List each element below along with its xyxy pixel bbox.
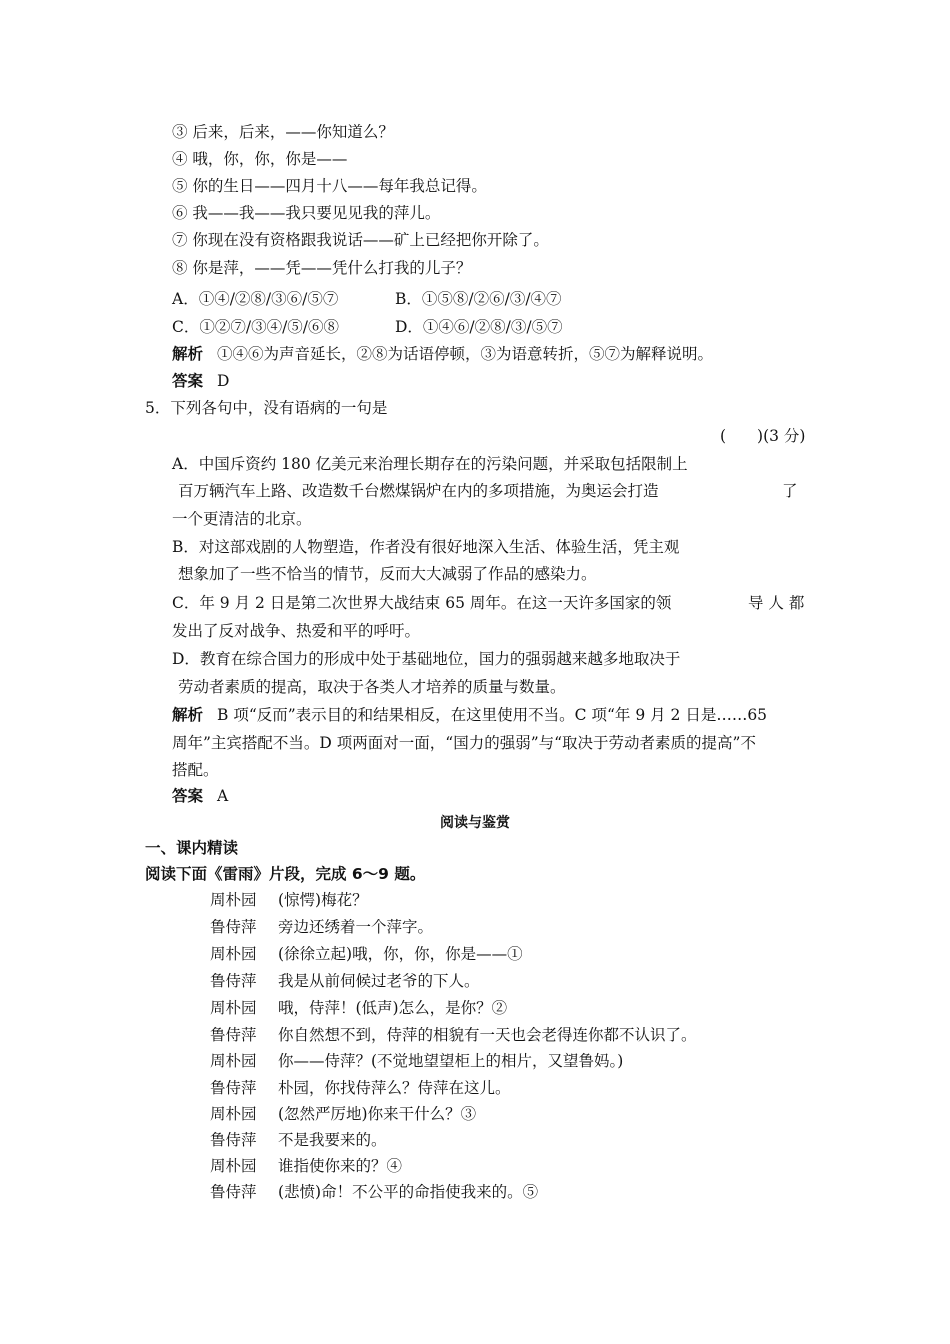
speaker: 周朴园 [210, 1157, 257, 1175]
q5-option-b-line1: B．对这部戏剧的人物塑造，作者没有很好地深入生活、体验生活，凭主观 [172, 538, 680, 556]
dialogue-line [210, 1155, 402, 1177]
answer-label: 答案 [172, 786, 204, 805]
speaker: 鲁侍萍 [210, 918, 257, 936]
q4-option-b: B．①⑤⑧/②⑥/③/④⑦ [395, 290, 562, 308]
q4-line-6: ⑥ 我——我——我只要见见我的萍儿。 [172, 204, 441, 222]
speech: 谁指使你来的？④ [278, 1157, 403, 1175]
dialogue-line [210, 1181, 538, 1203]
speech: 朴园，你找侍萍么？侍萍在这儿。 [278, 1079, 511, 1097]
q5-analysis-line1 [172, 704, 767, 726]
dialogue-line [210, 943, 523, 965]
q5-score: ( )(3 分) [720, 427, 806, 445]
q4-line-3: ③ 后来，后来，——你知道么？ [172, 123, 394, 141]
q5-option-c-line2: 发出了反对战争、热爱和平的呼吁。 [172, 622, 421, 640]
dialogue-line [210, 916, 433, 938]
speaker: 周朴园 [210, 1052, 257, 1070]
answer-label: 答案 [172, 371, 204, 390]
speech: 旁边还绣着一个萍字。 [278, 918, 434, 936]
dialogue-line [210, 970, 480, 992]
speaker: 周朴园 [210, 999, 257, 1017]
q5-answer [172, 785, 228, 807]
q5-option-c-line1: C．年 9 月 2 日是第二次世界大战结束 65 周年。在这一天许多国家的领 [172, 594, 672, 612]
q4-option-a: A．①④/②⑧/③⑥/⑤⑦ [172, 290, 339, 308]
dialogue-line [210, 1050, 623, 1072]
part-title: 一、课内精读 [145, 839, 239, 857]
speech: 我是从前伺候过老爷的下人。 [278, 972, 480, 990]
dialogue-line [210, 997, 507, 1019]
dialogue-line [210, 1103, 476, 1125]
q4-analysis [172, 343, 713, 365]
answer-value: A [217, 787, 229, 805]
speaker: 鲁侍萍 [210, 1026, 257, 1044]
dialogue-line [210, 1024, 697, 1046]
q4-line-4: ④ 哦，你，你，你是—— [172, 150, 348, 168]
speech: (徐徐立起)哦，你，你，你是——① [278, 945, 523, 963]
q5-option-a-line3: 一个更清洁的北京。 [172, 510, 312, 528]
dialogue-line [210, 1129, 387, 1151]
speech: 你自然想不到，侍萍的相貌有一天也会老得连你都不认识了。 [278, 1026, 697, 1044]
q4-option-c: C．①②⑦/③④/⑤/⑥⑧ [172, 318, 340, 336]
speech: (惊愕)梅花？ [278, 891, 368, 909]
speech: 你——侍萍？(不觉地望望柜上的相片，又望鲁妈。) [278, 1052, 624, 1070]
speaker: 鲁侍萍 [210, 972, 257, 990]
q4-line-5: ⑤ 你的生日——四月十八——每年我总记得。 [172, 177, 487, 195]
q5-analysis-line3: 搭配。 [172, 761, 219, 779]
speaker: 周朴园 [210, 945, 257, 963]
analysis-text: B 项“反而”表示目的和结果相反，在这里使用不当。C 项“年 9 月 2 日是……65 [217, 706, 768, 724]
analysis-label: 解析 [172, 705, 204, 724]
speaker: 鲁侍萍 [210, 1183, 257, 1201]
speaker: 鲁侍萍 [210, 1079, 257, 1097]
q4-line-7: ⑦ 你现在没有资格跟我说话——矿上已经把你开除了。 [172, 231, 549, 249]
q5-option-a-line2: 百万辆汽车上路、改造数千台燃煤锅炉在内的多项措施，为奥运会打造 [178, 482, 659, 500]
q5-option-a-line1: A．中国斥资约 180 亿美元来治理长期存在的污染问题，并采取包括限制上 [172, 455, 688, 473]
q5-option-b-line2: 想象加了一些不恰当的情节，反而大大减弱了作品的感染力。 [178, 565, 597, 583]
q5-option-d-line2: 劳动者素质的提高，取决于各类人才培养的质量与数量。 [178, 678, 566, 696]
speech: (悲愤)命！不公平的命指使我来的。⑤ [278, 1183, 539, 1201]
q5-option-a-line2-right: 了 [782, 482, 798, 500]
q5-stem: 5．下列各句中，没有语病的一句是 [145, 399, 388, 417]
analysis-text: ①④⑥为声音延长，②⑧为话语停顿，③为语意转折，⑤⑦为解释说明。 [217, 345, 714, 363]
section-title: 阅读与鉴赏 [440, 815, 510, 831]
speaker: 鲁侍萍 [210, 1131, 257, 1149]
speech: (忽然严厉地)你来干什么？③ [278, 1105, 477, 1123]
q4-option-d: D．①④⑥/②⑧/③/⑤⑦ [395, 318, 563, 336]
q5-option-c-line1-right: 导 人 都 [748, 594, 805, 612]
speech: 哦，侍萍！(低声)怎么，是你？② [278, 999, 508, 1017]
analysis-label: 解析 [172, 344, 204, 363]
reading-instruction: 阅读下面《雷雨》片段，完成 6～9 题。 [145, 865, 426, 883]
speaker: 周朴园 [210, 891, 257, 909]
answer-value: D [217, 372, 230, 390]
dialogue-line [210, 889, 368, 911]
dialogue-line [210, 1077, 511, 1099]
speaker: 周朴园 [210, 1105, 257, 1123]
q5-option-d-line1: D．教育在综合国力的形成中处于基础地位，国力的强弱越来越多地取决于 [172, 650, 681, 668]
q5-analysis-line2: 周年”主宾搭配不当。D 项两面对一面，“国力的强弱”与“取决于劳动者素质的提高”不 [172, 734, 756, 752]
speech: 不是我要来的。 [278, 1131, 387, 1149]
q4-answer [172, 370, 229, 392]
q4-line-8: ⑧ 你是萍，——凭——凭什么打我的儿子？ [172, 259, 472, 277]
